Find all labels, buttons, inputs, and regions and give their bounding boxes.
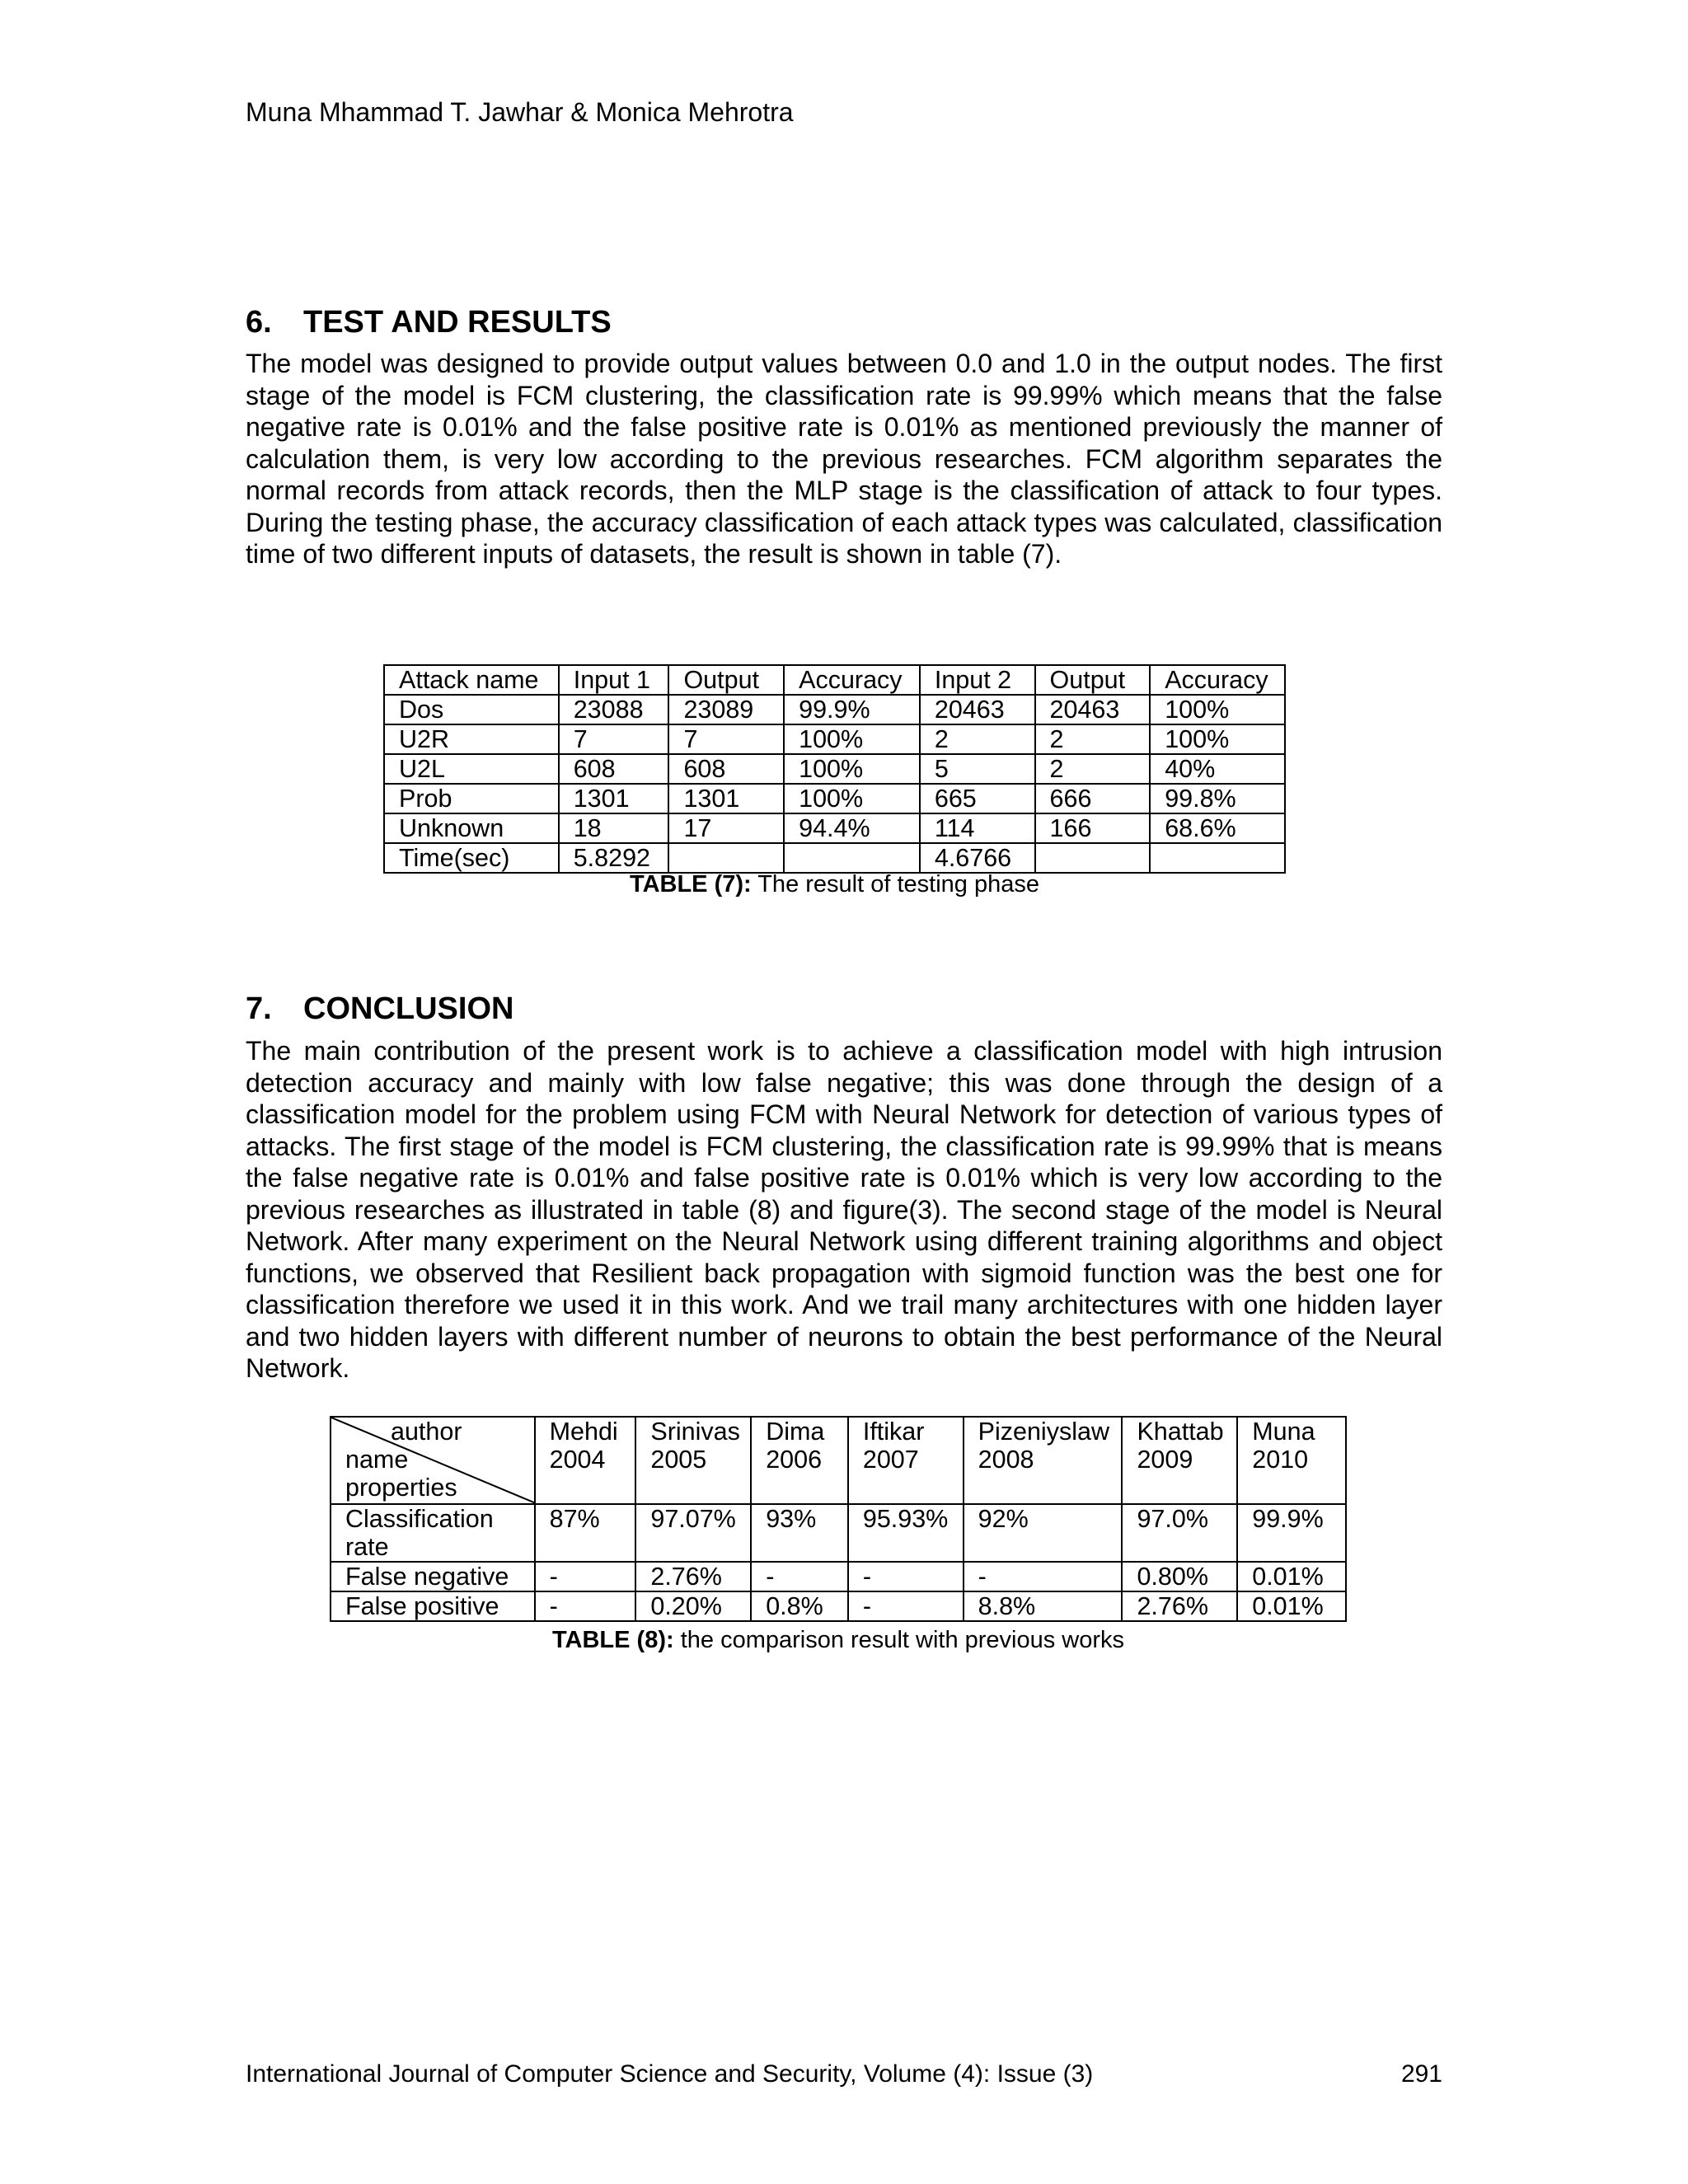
table-row [331,1504,1346,1562]
table-7-header-cell: Input 2 [920,665,1035,695]
section-7-heading [246,991,513,1027]
table-cell [1150,843,1285,873]
author-name: Iftikar [862,1418,925,1446]
table-row [331,1591,1346,1621]
section-6-heading [246,305,612,340]
table-cell: Time(sec) [384,843,559,873]
author-name: Khattab [1137,1418,1224,1446]
table-cell: Prob [384,784,559,813]
author-year: 2009 [1137,1446,1193,1474]
table-cell: 0.01% [1237,1591,1346,1621]
table-cell: 608 [559,754,669,784]
table-cell: 100% [1150,724,1285,754]
footer-page-number: 291 [1400,2060,1442,2088]
table-cell: - [964,1562,1123,1591]
row-label-cell: False positive [331,1591,535,1621]
table-cell: 100% [784,754,920,784]
row-label-line2: rate [345,1533,389,1561]
table-cell: 23088 [559,695,669,724]
table-cell: Dos [384,695,559,724]
table-8 [330,1416,1347,1622]
row-label-cell: False negative [331,1562,535,1591]
table-7-header-cell: Accuracy [784,665,920,695]
running-header: Muna Mhammad T. Jawhar & Monica Mehrotra [246,97,794,127]
table-cell: 99.8% [1150,784,1285,813]
table-cell: 0.01% [1237,1562,1346,1591]
table-cell: U2L [384,754,559,784]
table-cell: 2.76% [635,1562,751,1591]
table-7-header-cell: Output [1035,665,1151,695]
author-header-cell [535,1417,636,1504]
table-7-header-cell: Output [668,665,784,695]
author-year: 2008 [978,1446,1034,1474]
author-name: Dima [766,1418,825,1446]
table-cell: 100% [784,724,920,754]
table-row [384,754,1285,784]
table-cell [784,843,920,873]
table-cell: 7 [559,724,669,754]
table-7-header-cell: Input 1 [559,665,669,695]
table-cell: 665 [920,784,1035,813]
footer-journal: International Journal of Computer Science and Security, Volume (4): Issue (3) [246,2060,1094,2088]
table-cell: 20463 [920,695,1035,724]
table-cell: - [535,1562,636,1591]
author-year: 2005 [650,1446,707,1474]
table-8-corner-cell [331,1417,535,1504]
author-header-cell [1122,1417,1237,1504]
table-cell: 1301 [559,784,669,813]
author-header-cell [751,1417,848,1504]
table-row [384,813,1285,843]
author-header-cell [1237,1417,1346,1504]
table-cell: 2 [920,724,1035,754]
table-7-header-cell: Accuracy [1150,665,1285,695]
table-cell: 20463 [1035,695,1151,724]
table-cell: - [848,1562,964,1591]
table-7-caption [383,871,1286,898]
author-header-cell [964,1417,1123,1504]
table-cell: 166 [1035,813,1151,843]
corner-author-label: author [391,1418,462,1446]
table-cell: 92% [964,1504,1123,1562]
author-name: Srinivas [650,1418,740,1446]
section-7-title: CONCLUSION [303,991,514,1026]
table-7-header-row [384,665,1285,695]
author-year: 2007 [862,1446,919,1474]
table-cell: 99.9% [1237,1504,1346,1562]
table-cell: 8.8% [964,1591,1123,1621]
table-row [384,784,1285,813]
table-cell: U2R [384,724,559,754]
table-cell: 17 [668,813,784,843]
author-year: 2010 [1252,1446,1309,1474]
table-cell: 5 [920,754,1035,784]
table-7-caption-label: TABLE (7): [630,871,752,898]
section-7-number: 7. [246,991,272,1026]
table-cell: 100% [784,784,920,813]
row-label: Classification [345,1505,494,1533]
corner-properties-label: properties [345,1474,457,1502]
author-name: Mehdi [549,1418,618,1446]
table-cell: 5.8292 [559,843,669,873]
table-cell: 87% [535,1504,636,1562]
section-6-number: 6. [246,305,272,340]
table-cell: 18 [559,813,669,843]
table-cell: 2 [1035,754,1151,784]
table-8-caption [330,1627,1347,1654]
author-name: Muna [1252,1418,1315,1446]
corner-name-label: name [345,1446,409,1474]
table-7-header-cell: Attack name [384,665,559,695]
table-7 [383,664,1286,874]
table-cell: 0.20% [635,1591,751,1621]
table-cell: 1301 [668,784,784,813]
table-8-caption-text: the comparison result with previous works [673,1627,1125,1653]
table-cell: 40% [1150,754,1285,784]
table-cell: Unknown [384,813,559,843]
table-cell: 23089 [668,695,784,724]
table-row [384,724,1285,754]
table-cell: 0.80% [1122,1562,1237,1591]
table-cell: 608 [668,754,784,784]
table-cell [1035,843,1151,873]
section-7-paragraph: The main contribution of the present work is to achieve a classification model with high intrusion detection accuracy and mainly with low false negative; this was done through the design of a classification model for the problem using FCM with Neural Network for detection of various types of attacks. The first stage of the model is FCM clustering, the classification rate is 99.99% that is means the false negative rate is 0.01% and false positive rate is 0.01% which is very low according to the previous researches as illustrated in table (8) and figure(3). The second stage of the model is Neural Network. After many experiment on the Neural Network using different training algorithms and object functions, we observed that Resilient back propagation with sigmoid function was the best one for classification therefore we used it in this work. And we trail many architectures with one hidden layer and two hidden layers with different number of neurons to obtain the best performance of the Neural Network. [246,1036,1442,1383]
author-year: 2004 [549,1446,606,1474]
table-8-header-row [331,1417,1346,1504]
table-row [384,695,1285,724]
table-8-caption-label: TABLE (8): [551,1627,674,1653]
row-label-cell [331,1504,535,1562]
table-cell: 0.8% [751,1591,848,1621]
table-cell: 97.07% [635,1504,751,1562]
table-cell: 4.6766 [920,843,1035,873]
table-cell: - [751,1562,848,1591]
table-cell: 99.9% [784,695,920,724]
table-cell: - [535,1591,636,1621]
table-cell: 2.76% [1122,1591,1237,1621]
table-cell: 93% [751,1504,848,1562]
section-6-paragraph: The model was designed to provide output values between 0.0 and 1.0 in the output nodes. The first stage of the model is FCM clustering, the classification rate is 99.99% which means that the false negative rate is 0.01% and the false positive rate is 0.01% as mentioned previously the manner of calculation them, is very low according to the previous researches. FCM algorithm separates the normal records from attack records, then the MLP stage is the classification of attack to four types. During the testing phase, the accuracy classification of each attack types was calculated, classification time of two different inputs of datasets, the result is shown in table (7). [246,349,1442,569]
table-cell: 94.4% [784,813,920,843]
table-cell [668,843,784,873]
table-row [384,843,1285,873]
author-year: 2006 [766,1446,823,1474]
author-name: Pizeniyslaw [978,1418,1109,1446]
table-cell: 100% [1150,695,1285,724]
table-cell: 666 [1035,784,1151,813]
table-cell: 97.0% [1122,1504,1237,1562]
table-cell: 114 [920,813,1035,843]
section-6-title: TEST AND RESULTS [303,305,612,340]
table-7-caption-text: The result of testing phase [751,871,1039,898]
table-cell: 2 [1035,724,1151,754]
table-cell: - [848,1591,964,1621]
table-cell: 7 [668,724,784,754]
table-row [331,1562,1346,1591]
table-cell: 68.6% [1150,813,1285,843]
table-cell: 95.93% [848,1504,964,1562]
author-header-cell [635,1417,751,1504]
author-header-cell [848,1417,964,1504]
